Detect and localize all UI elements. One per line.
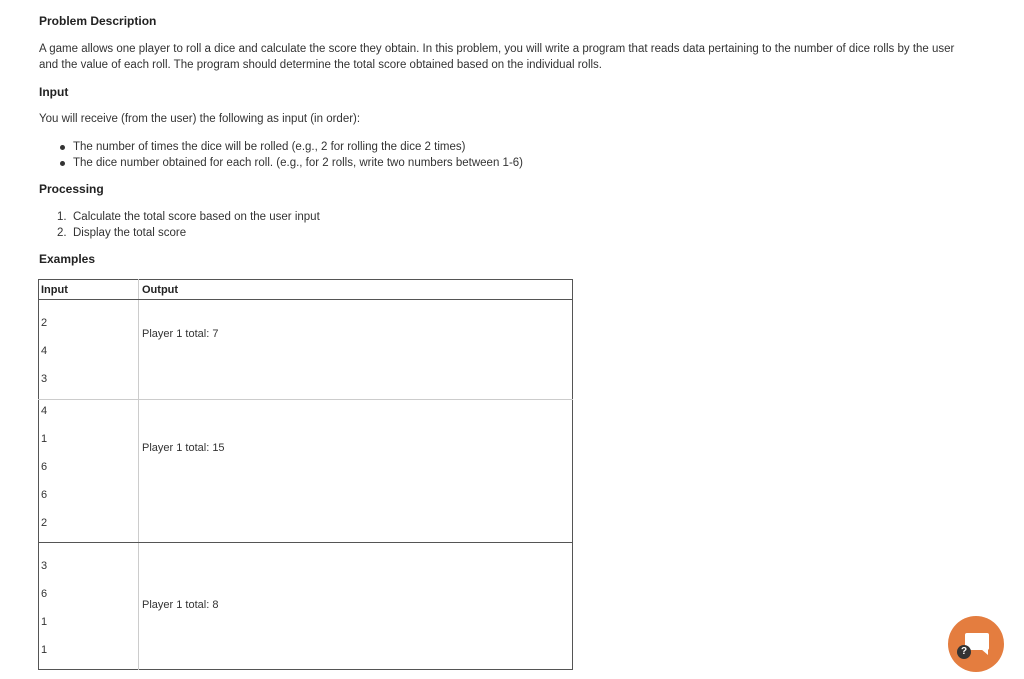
input-list	[73, 139, 523, 171]
bullet-icon	[60, 161, 65, 166]
examples-table	[38, 279, 573, 670]
bullet-icon	[60, 145, 65, 150]
help-chat-button[interactable]	[948, 616, 1004, 672]
output-cell: Player 1 total: 15	[139, 400, 573, 543]
input-cell	[39, 400, 139, 543]
table-row	[39, 300, 573, 400]
input-value: 1	[41, 644, 48, 656]
list-item: The number of times the dice will be rolled (e.g., 2 for rolling the dice 2 times)	[73, 139, 523, 155]
input-value: 3	[41, 373, 48, 385]
processing-steps	[57, 209, 320, 241]
table-row	[39, 400, 573, 543]
input-intro: You will receive (from the user) the following as input (in order):	[39, 113, 361, 125]
input-value: 4	[41, 405, 48, 417]
table-row	[39, 543, 573, 670]
list-item: The dice number obtained for each roll. (e.g., for 2 rolls, write two numbers between 1-6)	[73, 155, 523, 171]
question-mark-icon: ?	[957, 645, 971, 659]
problem-description-heading: Problem Description	[39, 14, 157, 28]
input-heading: Input	[39, 85, 69, 99]
column-header-output: Output	[139, 280, 573, 300]
problem-description-text: A game allows one player to roll a dice and calculate the score they obtain. In this problem, you will write a program that reads data pertaining to the number of dice rolls by the user and the value of each roll. The program should determine the total score obtained based on the individual rolls.	[39, 43, 955, 71]
column-header-input: Input	[39, 280, 139, 300]
output-cell: Player 1 total: 8	[142, 599, 219, 611]
input-cell	[39, 300, 139, 400]
list-item: 1. Calculate the total score based on the user input	[57, 211, 320, 223]
input-value: 2	[41, 317, 48, 329]
output-cell: Player 1 total: 7	[139, 300, 573, 400]
input-cell	[39, 543, 139, 670]
processing-heading: Processing	[39, 182, 104, 196]
examples-heading: Examples	[39, 252, 96, 266]
list-item: 2. Display the total score	[57, 227, 187, 239]
input-value: 2	[41, 517, 48, 529]
input-value: 6	[41, 489, 48, 501]
table-header-row	[39, 280, 573, 300]
input-value: 1	[41, 616, 48, 628]
input-value: 4	[41, 345, 48, 357]
input-value: 6	[41, 461, 48, 473]
input-value: 1	[41, 433, 48, 445]
input-value: 3	[41, 560, 48, 572]
input-value: 6	[41, 588, 48, 600]
